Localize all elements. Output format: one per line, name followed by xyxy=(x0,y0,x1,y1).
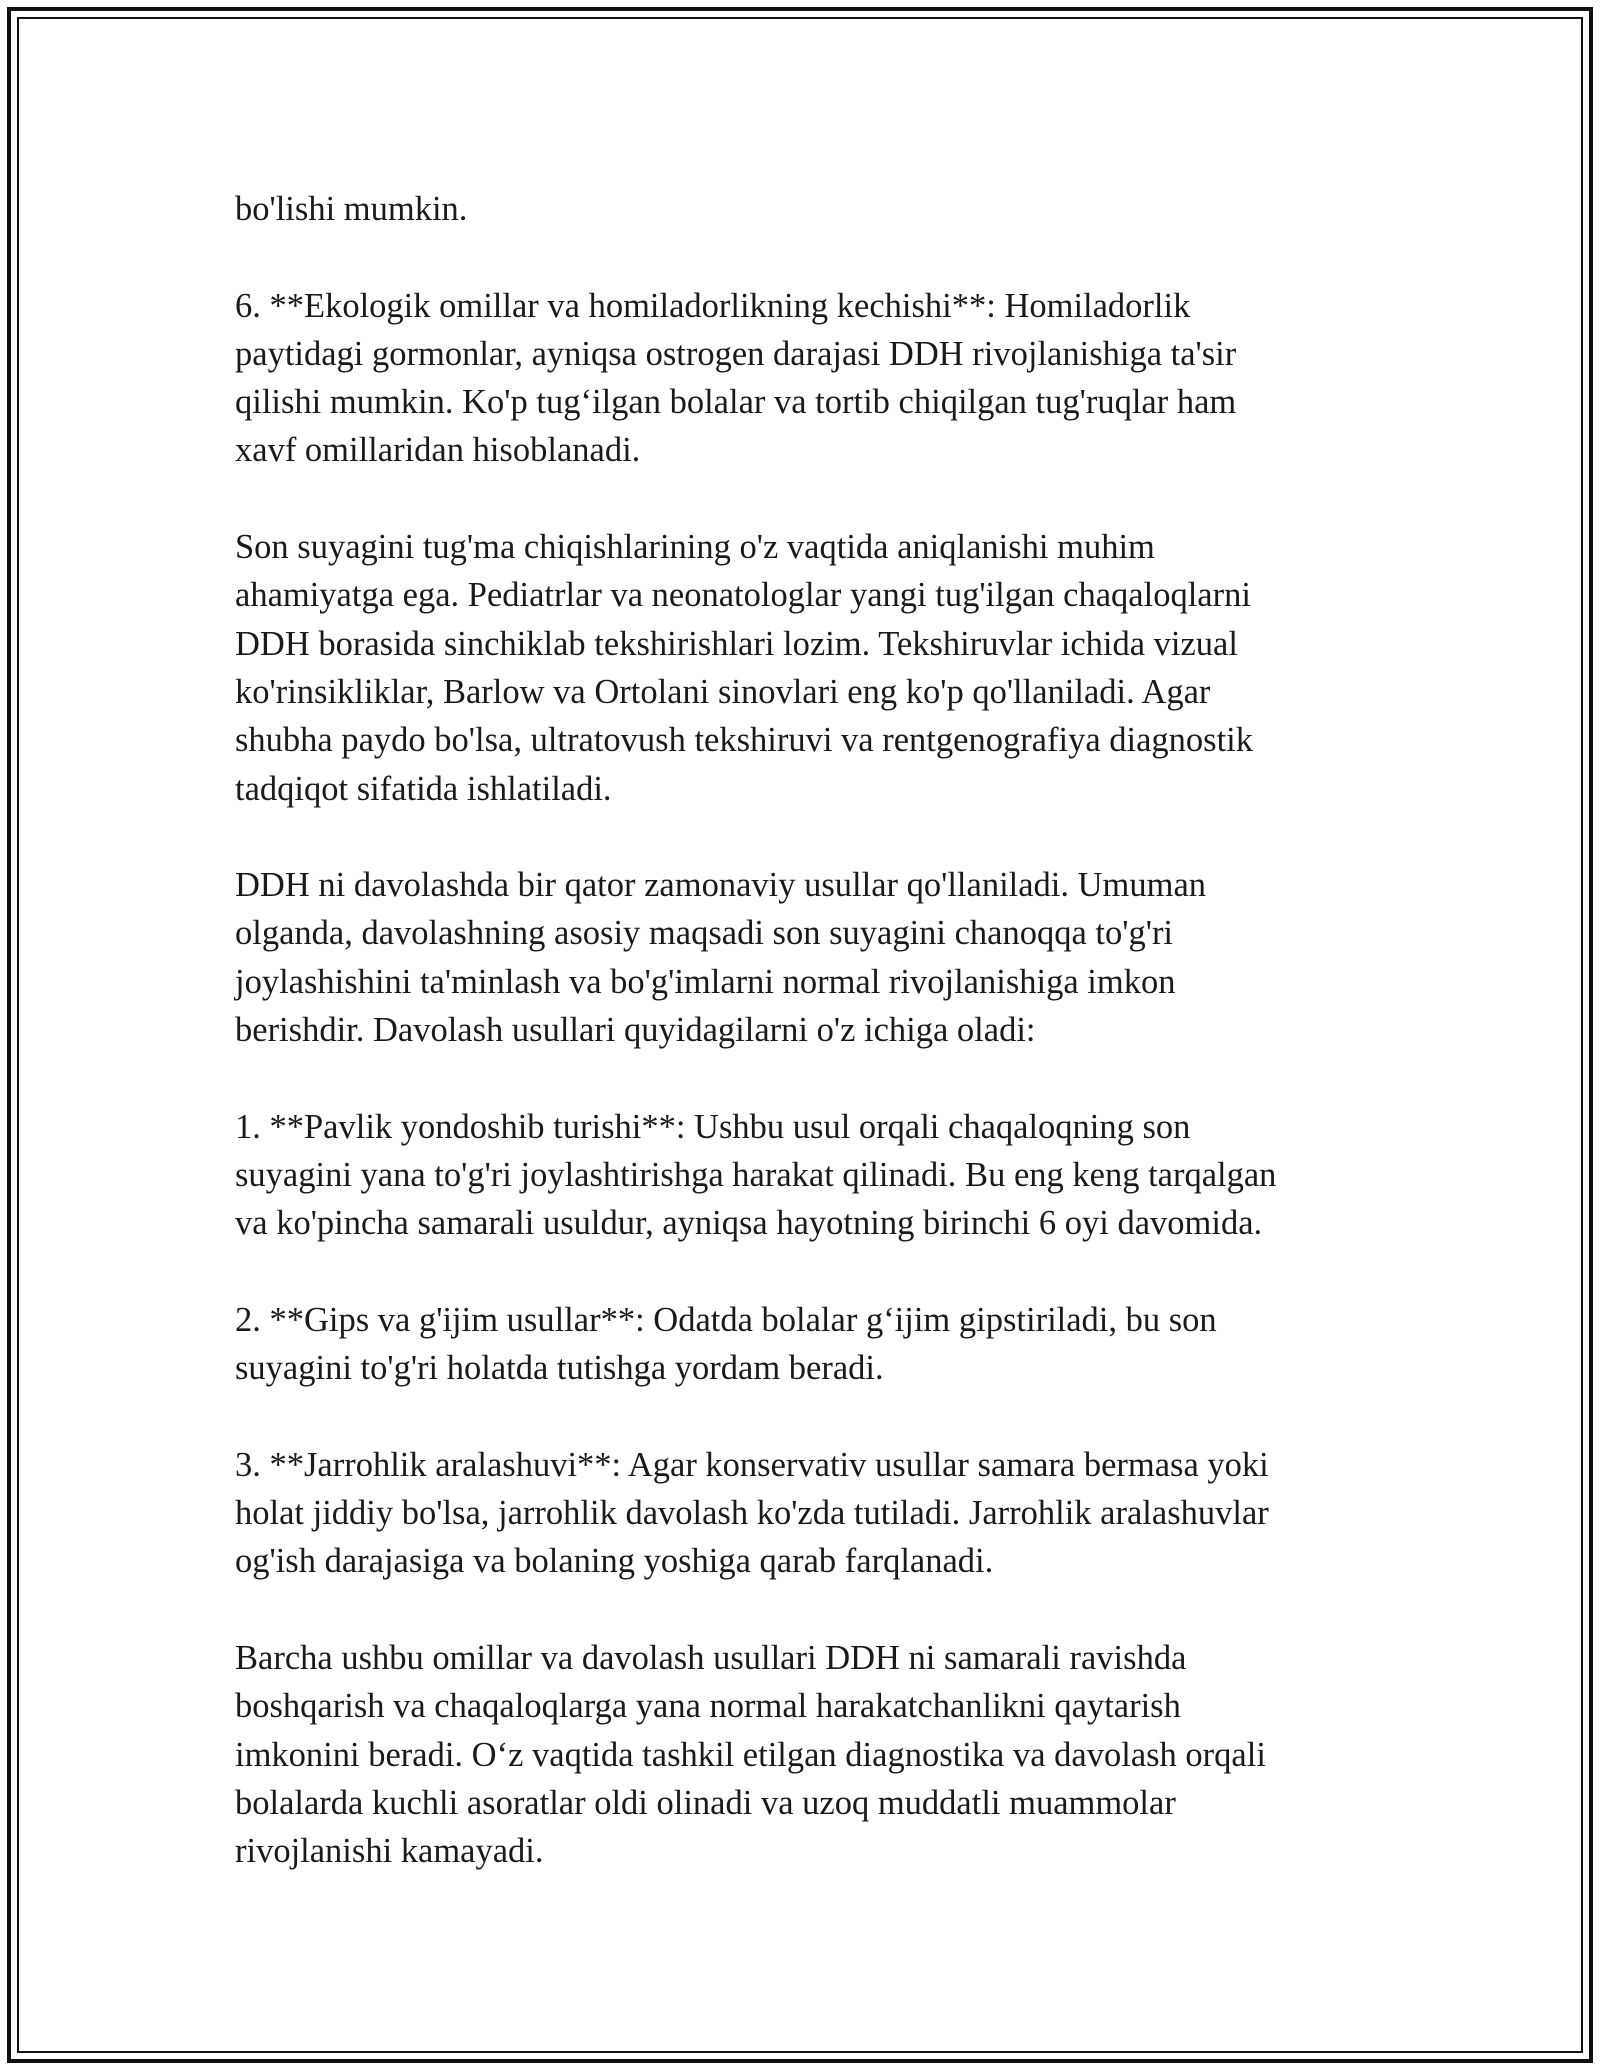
paragraph-conclusion: Barcha ushbu omillar va davolash usullari DDH ni samarali ravishda boshqarish va chaqaloqlarga yana normal harakatchanlikni qaytarish imkonini beradi. O‘z vaqtida tashkil etilgan diagnostika va davolash orqali bolalarda kuchli asoratlar oldi olinadi va uzoq muddatli muammolar rivojlanishi kamayadi. xyxy=(235,1638,1266,1871)
paragraph-cast-method: 2. **Gips va g'ijim usullar**: Odatda bolalar g‘ijim gipstiriladi, bu son suyagini to'g'ri holatda tutishga yordam beradi. xyxy=(235,1300,1217,1388)
document-body xyxy=(235,185,1365,1875)
paragraph-surgery: 3. **Jarrohlik aralashuvi**: Agar konservativ usullar samara bermasa yoki holat jiddiy bo'lsa, jarrohlik davolash ko'zda tutiladi. Jarrohlik aralashuvlar og'ish darajasiga va bolaning yoshiga qarab farqlanadi. xyxy=(235,1445,1269,1581)
paragraph-treatment-intro: DDH ni davolashda bir qator zamonaviy usullar qo'llaniladi. Umuman olganda, davolashning asosiy maqsadi son suyagini chanoqqa to'g'ri joylashishini ta'minlash va bo'g'imlarni normal rivojlanishiga imkon berishdir. Davolash usullari quyidagilarni o'z ichiga oladi: xyxy=(235,866,1207,1050)
paragraph-ecological-factors: 6. **Ekologik omillar va homiladorlikning kechishi**: Homiladorlik paytidagi gormonlar, ayniqsa ostrogen darajasi DDH rivojlanishiga ta'sir qilishi mumkin. Ko'p tug‘ilgan bolalar va tortib chiqilgan tug'ruqlar ham xavf omillaridan hisoblanadi. xyxy=(235,286,1237,470)
paragraph-early-detection: Son suyagini tug'ma chiqishlarining o'z vaqtida aniqlanishi muhim ahamiyatga ega. Pediatrlar va neonatologlar yangi tug'ilgan chaqaloqlarni DDH borasida sinchiklab tekshirishlari lozim. Tekshiruvlar ichida vizual ko'rinsikliklar, Barlow va Ortolani sinovlari eng ko'p qo'llaniladi. Agar shubha paydo bo'lsa, ultratovush tekshiruvi va rentgenografiya diagnostik tadqiqot sifatida ishlatiladi. xyxy=(235,528,1254,808)
paragraph-continuation: bo'lishi mumkin. xyxy=(235,190,468,228)
paragraph-pavlik-method: 1. **Pavlik yondoshib turishi**: Ushbu usul orqali chaqaloqning son suyagini yana to'g'ri joylashtirishga harakat qilinadi. Bu eng keng tarqalgan va ko'pincha samarali usuldur, ayniqsa hayotning birinchi 6 oyi davomida. xyxy=(235,1107,1277,1243)
